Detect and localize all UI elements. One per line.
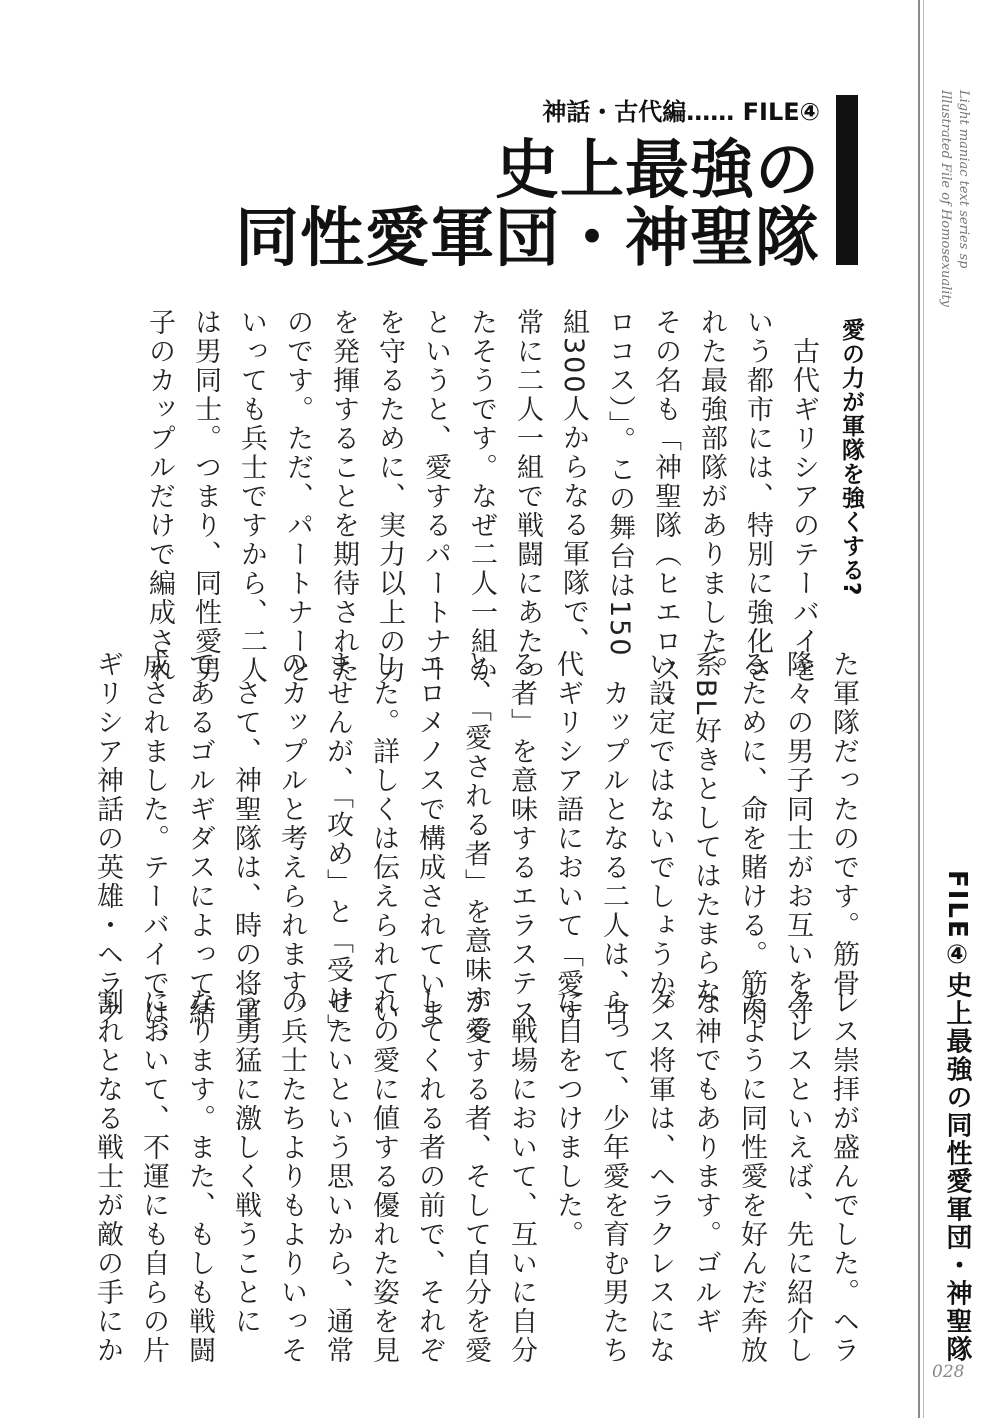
text-line: カップルとなる二人は、古: [598, 650, 629, 1027]
text-line: 戦場において、互いに自分: [506, 988, 537, 1365]
body-column-1: [96, 308, 826, 714]
text-line: のです。ただ、パートナーと: [282, 308, 313, 685]
series-caption: [932, 90, 972, 320]
text-line: 古代ギリシアのテーバイと: [788, 308, 819, 685]
text-line: ダス将軍は、ヘラクレスにな: [644, 988, 675, 1365]
text-line: れの愛に値する優れた姿を見: [368, 988, 399, 1365]
text-line: エロメノスで構成されていま: [414, 650, 445, 1027]
text-line: な神でもあります。ゴルギ: [690, 988, 721, 1336]
text-line: を守るために、実力以上の力: [374, 308, 405, 685]
running-title: FILE④史上最強の同性愛軍団・神聖隊: [942, 870, 972, 1364]
body-column-2: [92, 650, 866, 1056]
text-line: う勇猛に激しく戦うことに: [230, 988, 261, 1336]
text-line: れた最強部隊がありました。: [696, 308, 727, 685]
text-line: いう都市には、特別に強化さ: [742, 308, 773, 685]
page-number: 028: [932, 1362, 965, 1382]
text-line: ませんが、「攻め」と「受け」: [322, 650, 353, 1043]
text-line: らって、少年愛を育む男たち: [598, 988, 629, 1365]
header-bar: [836, 95, 858, 265]
text-line: いっても兵士ですから、二人: [236, 308, 267, 685]
series-line-2: Illustrated File of Homosexuality: [938, 90, 953, 308]
text-line: のカップルと考えられます。: [276, 650, 307, 1027]
text-line: 常に二人一組で戦闘にあたっ: [512, 308, 543, 685]
text-line: 成されました。テーバイでは、: [138, 650, 169, 1056]
text-line: ギリシア神話の英雄・ヘラク: [92, 650, 123, 1027]
text-line: せたいという思いから、通常: [322, 988, 353, 1365]
text-line: なります。また、もしも戦闘: [184, 988, 215, 1365]
text-line: レス崇拝が盛んでした。ヘラ: [828, 988, 859, 1365]
text-line: さて、神聖隊は、時の将軍: [230, 650, 261, 1027]
text-line: い設定ではないでしょうか。: [644, 650, 675, 1027]
text-line: たそうです。なぜ二人一組か: [466, 308, 497, 685]
text-line: は男同士。つまり、同性愛男: [190, 308, 221, 685]
text-line: 割れとなる戦士が敵の手にか: [92, 988, 123, 1365]
file-label: 神話・古代編…… FILE④: [542, 98, 820, 126]
text-line: るために、命を賭ける。筋肉: [736, 650, 767, 1027]
text-line: に目をつけました。: [552, 988, 583, 1249]
text-line: 系BL好きとしてはたまらな: [690, 650, 721, 1007]
text-line: した。詳しくは伝えられてい: [368, 650, 399, 1027]
text-line: 組300人からなる軍隊で、: [558, 308, 589, 656]
body-column-3: [92, 988, 866, 1365]
text-line: と、「愛される者」を意味する: [460, 650, 491, 1043]
text-line: たように同性愛を好んだ奔放: [736, 988, 767, 1365]
text-line: その名も「神聖隊（ヒエロス・: [650, 308, 681, 714]
title-line-1: 史上最強の: [495, 134, 820, 208]
text-line: を発揮することを期待された: [328, 308, 359, 685]
text-line: してくれる者の前で、それぞ: [414, 988, 445, 1365]
text-line: において、不運にも自らの片: [138, 988, 169, 1365]
title-line-2: 同性愛軍団・神聖隊: [235, 202, 820, 276]
text-line: ロコス）」。この舞台は150: [604, 308, 635, 658]
text-line: の兵士たちよりもよりいっそ: [276, 988, 307, 1365]
text-line: クレスといえば、先に紹介し: [782, 988, 813, 1365]
margin-rule: [918, 0, 920, 1418]
text-line: 隆々の男子同士がお互いを守: [782, 650, 813, 1027]
text-line: 子のカップルだけで編成され: [144, 308, 175, 685]
text-line: 代ギリシア語において「愛す: [552, 650, 583, 1027]
text-line: る者」を意味するエラステス: [506, 650, 537, 1027]
margin-rule-thin: [923, 0, 924, 1418]
text-line: というと、愛するパートナー: [420, 308, 451, 685]
subheading: 愛の力が軍隊を強くする?: [838, 318, 864, 597]
text-line: であるゴルギダスによって結: [184, 650, 215, 1027]
text-line: た軍隊だったのです。筋骨: [828, 650, 859, 998]
series-line-1: Light maniac text series sp: [956, 90, 971, 269]
text-line: が愛する者、そして自分を愛: [460, 988, 491, 1365]
